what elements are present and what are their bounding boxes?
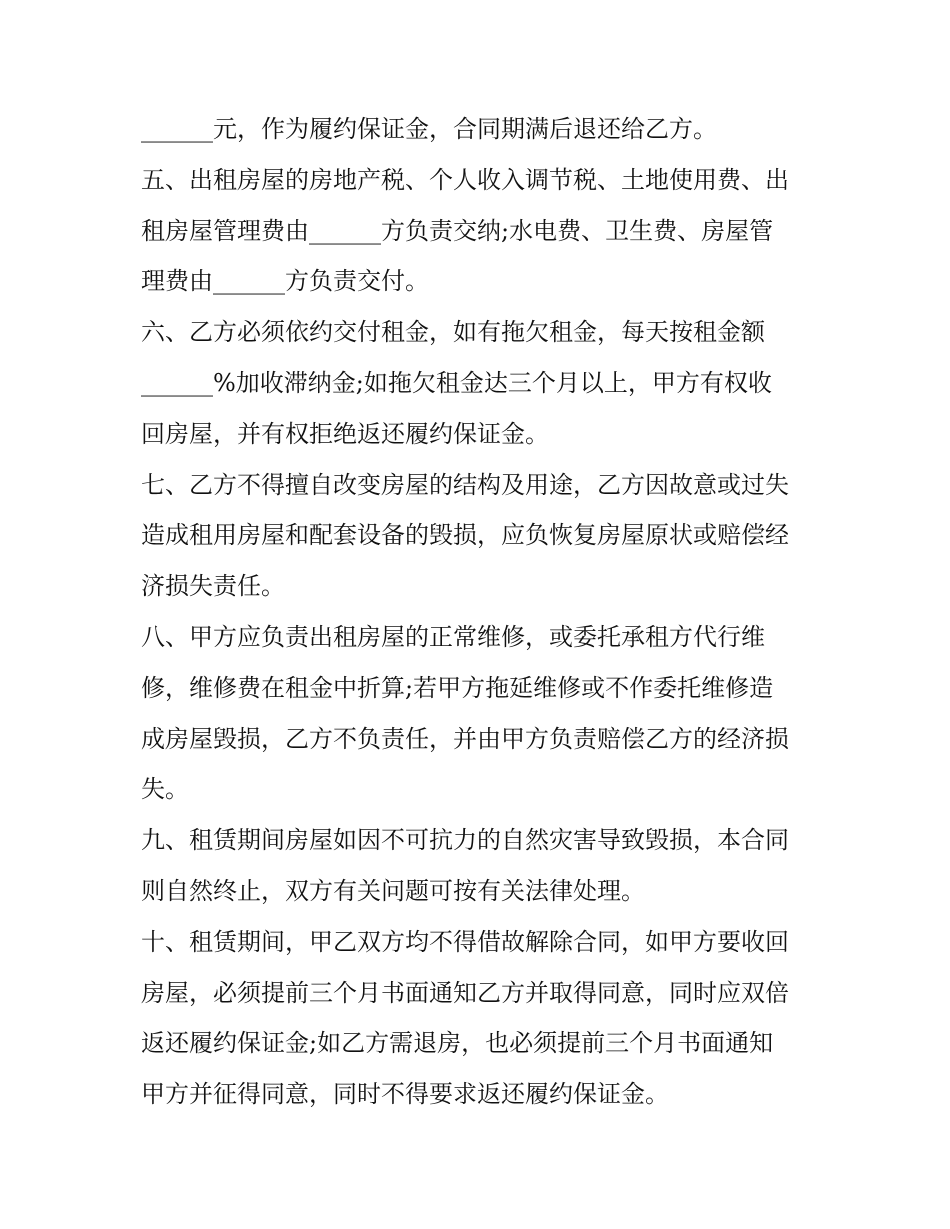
text-line: 七、乙方不得擅自改变房屋的结构及用途，乙方因故意或过失 [141,470,789,499]
text-line: 成房屋毁损，乙方不负责任，并由甲方负责赔偿乙方的经济损 [141,724,789,753]
text-line: 九、租赁期间房屋如因不可抗力的自然灾害导致毁损，本合同 [141,826,789,855]
text-line: 返还履约保证金;如乙方需退房，也必须提前三个月书面通知 [141,1029,774,1058]
document-body [141,104,821,1120]
text-line: 甲方并征得同意，同时不得要求返还履约保证金。 [141,1080,669,1109]
text-line: 五、出租房屋的房地产税、个人收入调节税、土地使用费、出 [141,165,789,194]
text-line: 造成租用房屋和配套设备的毁损，应负恢复房屋原状或赔偿经 [141,521,789,550]
text-line: ______%加收滞纳金;如拖欠租金达三个月以上，甲方有权收 [141,368,772,397]
text-line: 理费由______方负责交付。 [141,267,429,296]
text-line: 则自然终止，双方有关问题可按有关法律处理。 [141,876,645,905]
text-line: 六、乙方必须依约交付租金，如有拖欠租金，每天按租金额 [141,318,765,347]
text-line: 济损失责任。 [141,572,285,601]
text-line: 十、租赁期间，甲乙双方均不得借故解除合同，如甲方要收回 [141,927,789,956]
text-line: 修，维修费在租金中折算;若甲方拖延维修或不作委托维修造 [141,673,774,702]
text-line: 租房屋管理费由______方负责交纳;水电费、卫生费、房屋管 [141,216,774,245]
text-line: 八、甲方应负责出租房屋的正常维修，或委托承租方代行维 [141,622,765,651]
text-line: 房屋，必须提前三个月书面通知乙方并取得同意，同时应双倍 [141,978,789,1007]
text-line: 回房屋，并有权拒绝返还履约保证金。 [141,419,549,448]
text-line: 失。 [141,775,189,804]
text-line: ______元，作为履约保证金，合同期满后退还给乙方。 [141,115,717,143]
